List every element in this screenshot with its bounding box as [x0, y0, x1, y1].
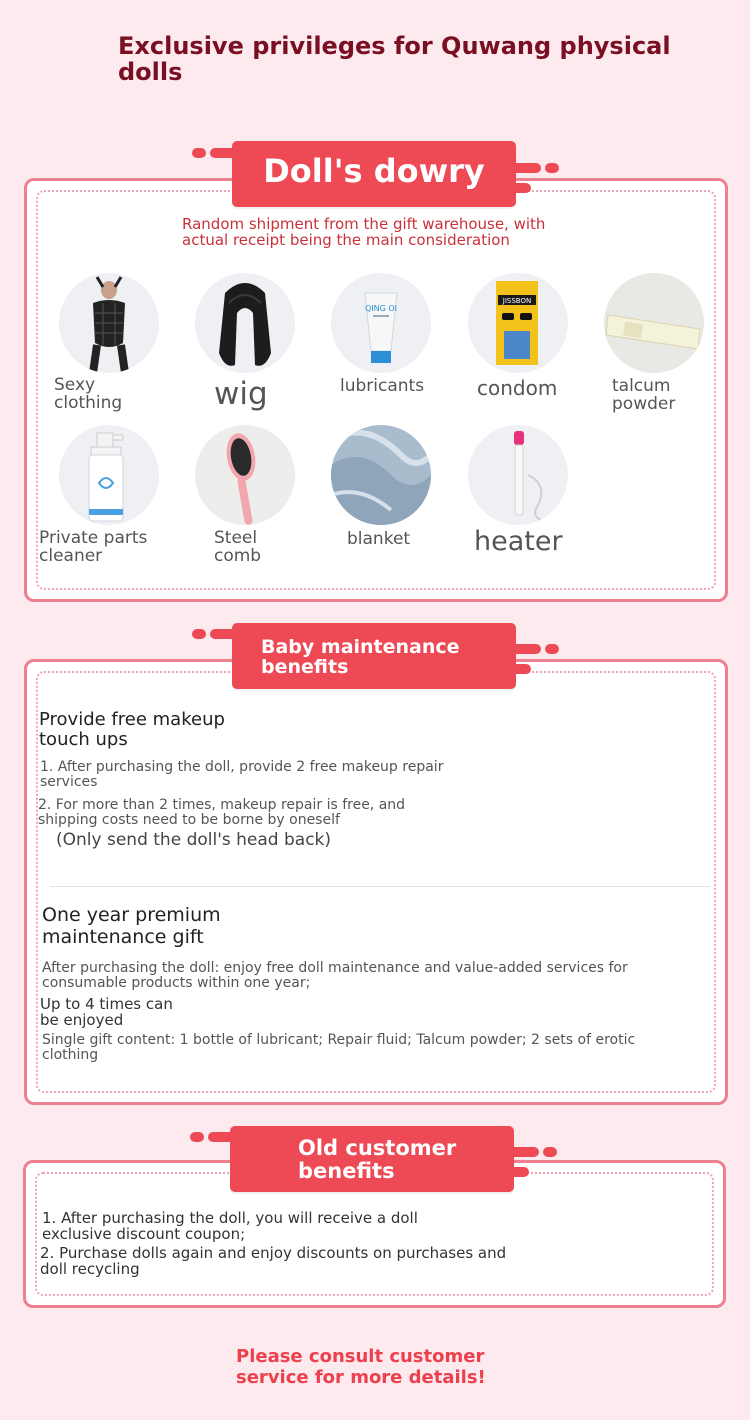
- wig-icon: [195, 273, 295, 373]
- blanket-icon: [331, 425, 431, 525]
- gift-label: Steel comb: [214, 528, 262, 566]
- old-customer-line-1: 1. After purchasing the doll, you will receive a doll exclusive discount coupon;: [42, 1209, 418, 1243]
- dowry-note: Random shipment from the gift warehouse, with actual receipt being the main consideration: [182, 215, 546, 249]
- gift-label: wig: [214, 376, 268, 412]
- comb-icon: [195, 425, 295, 525]
- gift-label: talcum powder: [612, 376, 676, 414]
- makeup-line-2: 2. For more than 2 times, makeup repair is free, and shipping costs need to be borne by oneself: [38, 797, 406, 828]
- foam-bottle-icon: [59, 425, 159, 525]
- footer-note: Please consult customer service for more details!: [236, 1346, 486, 1388]
- gift-label: heater: [474, 526, 563, 557]
- page-title: Exclusive privileges for Quwang physical dolls: [118, 32, 671, 86]
- banner-dot-left: [192, 629, 206, 639]
- heater-rod-icon: [468, 425, 568, 525]
- banner-dot-right: [545, 163, 559, 173]
- premium-title: One year premium maintenance gift: [42, 904, 221, 948]
- premium-line-3: Single gift content: 1 bottle of lubricant; Repair fluid; Talcum powder; 2 sets of erotic clothing: [42, 1032, 636, 1063]
- svg-text:QING OI: QING OI: [364, 304, 398, 313]
- dowry-banner: [232, 141, 516, 207]
- maintenance-banner-text: Baby maintenance benefits: [261, 636, 460, 678]
- premium-line-2: Up to 4 times can be enjoyed: [40, 995, 173, 1029]
- svg-text:JISSBON: JISSBON: [502, 297, 532, 305]
- premium-line-1: After purchasing the doll: enjoy free doll maintenance and value-added services for consumable products within one year;: [42, 960, 628, 991]
- old-customer-banner-text: Old customer benefits: [298, 1136, 457, 1183]
- banner-dot-left: [192, 148, 206, 158]
- gift-label: lubricants: [340, 376, 425, 396]
- gift-label: blanket: [347, 529, 411, 549]
- gift-label: condom: [477, 376, 558, 400]
- section-divider: [50, 886, 710, 887]
- banner-dot-right: [545, 644, 559, 654]
- banner-dot-right: [543, 1147, 557, 1157]
- makeup-line-3: (Only send the doll's head back): [56, 830, 332, 850]
- lingerie-icon: [59, 273, 159, 373]
- gift-label: Sexy clothing: [54, 375, 123, 413]
- dowry-banner-text: Doll's dowry: [263, 152, 485, 190]
- old-customer-banner: [230, 1126, 514, 1192]
- gift-label: Private parts cleaner: [39, 528, 148, 566]
- makeup-title: Provide free makeup touch ups: [39, 709, 225, 750]
- lubricant-tube-icon: [331, 273, 431, 373]
- banner-dot-left: [190, 1132, 204, 1142]
- old-customer-line-2: 2. Purchase dolls again and enjoy discounts on purchases and doll recycling: [40, 1244, 507, 1278]
- powder-bag-icon: [604, 273, 704, 373]
- makeup-line-1: 1. After purchasing the doll, provide 2 free makeup repair services: [40, 759, 444, 790]
- maintenance-banner: [232, 623, 516, 689]
- condom-box-icon: [468, 273, 568, 373]
